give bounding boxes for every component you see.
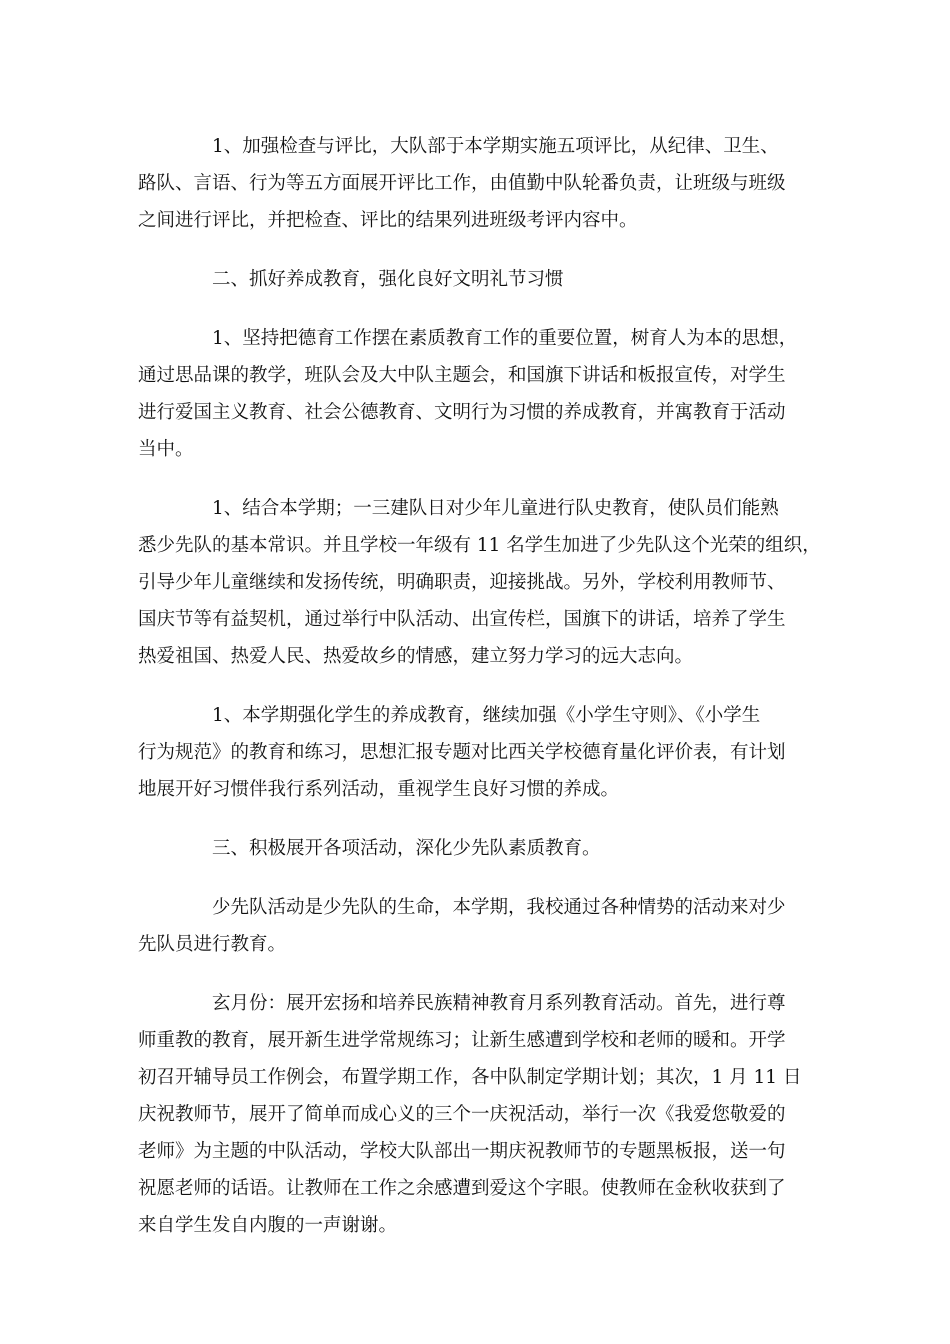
- text-line: 老师》为主题的中队活动，学校大队部出一期庆祝教师节的专题黑板报，送一句: [138, 1141, 786, 1162]
- paragraph-team-history: [138, 490, 834, 675]
- section-heading-two: [138, 261, 834, 298]
- text-line: 国庆节等有益契机，通过举行中队活动、出宣传栏，国旗下的讲话，培养了学生: [138, 609, 786, 630]
- text-line: 先队员进行教育。: [138, 934, 287, 955]
- text-line: 进行爱国主义教育、社会公德教育、文明行为习惯的养成教育，并寓教育于活动: [138, 402, 786, 423]
- section-heading-three: [138, 830, 834, 867]
- text-line: 之间进行评比，并把检查、评比的结果列进班级考评内容中。: [138, 210, 638, 231]
- text-line: 引导少年儿童继续和发扬传统，明确职责，迎接挑战。另外，学校利用教师节、: [138, 572, 786, 593]
- paragraph-september-activities: [138, 985, 834, 1244]
- text-line: 热爱祖国、热爱人民、热爱故乡的情感，建立努力学习的远大志向。: [138, 646, 694, 667]
- text-line: 玄月份：展开宏扬和培养民族精神教育月系列教育活动。首先，进行尊: [212, 993, 786, 1014]
- text-line: 1、结合本学期；一三建队日对少年儿童进行队史教育，使队员们能熟: [212, 498, 779, 519]
- text-line: 1、本学期强化学生的养成教育，继续加强《小学生守则》、《小学生: [212, 705, 761, 726]
- text-line: 祝愿老师的话语。让教师在工作之余感遭到爱这个字眼。使教师在金秋收获到了: [138, 1178, 786, 1199]
- paragraph-inspection-evaluation: [138, 128, 834, 239]
- text-line: 悉少先队的基本常识。并且学校一年级有 11 名学生加进了少先队这个光荣的组织，: [138, 535, 821, 556]
- text-line: 路队、言语、行为等五方面展开评比工作，由值勤中队轮番负责，让班级与班级: [138, 173, 786, 194]
- text-line: 1、坚持把德育工作摆在素质教育工作的重要位置，树育人为本的思想，: [212, 328, 798, 349]
- text-line: 行为规范》的教育和练习，思想汇报专题对比西关学校德育量化评价表，有计划: [138, 742, 786, 763]
- paragraph-habit-formation: [138, 697, 834, 808]
- document-body: [138, 128, 834, 1266]
- paragraph-activities-intro: [138, 889, 834, 963]
- text-line: 师重教的教育，展开新生进学常规练习；让新生感遭到学校和老师的暖和。开学: [138, 1030, 786, 1051]
- text-line: 来自学生发自内腹的一声谢谢。: [138, 1215, 398, 1236]
- text-line: 当中。: [138, 439, 194, 460]
- paragraph-moral-education: [138, 320, 834, 468]
- text-line: 通过思品课的教学，班队会及大中队主题会，和国旗下讲话和板报宣传，对学生: [138, 365, 786, 386]
- text-line: 少先队活动是少先队的生命，本学期，我校通过各种情势的活动来对少: [212, 897, 786, 918]
- text-line: 庆祝教师节，展开了简单而成心义的三个一庆祝活动，举行一次《我爱您敬爱的: [138, 1104, 786, 1125]
- text-line: 1、加强检查与评比，大队部于本学期实施五项评比，从纪律、卫生、: [212, 136, 779, 157]
- text-line: 地展开好习惯伴我行系列活动，重视学生良好习惯的养成。: [138, 779, 620, 800]
- text-line: 初召开辅导员工作例会，布置学期工作，各中队制定学期计划；其次，1 月 11 日: [138, 1067, 802, 1088]
- text-line: 二、抓好养成教育，强化良好文明礼节习惯: [212, 269, 564, 290]
- text-line: 三、积极展开各项活动，深化少先队素质教育。: [212, 838, 601, 859]
